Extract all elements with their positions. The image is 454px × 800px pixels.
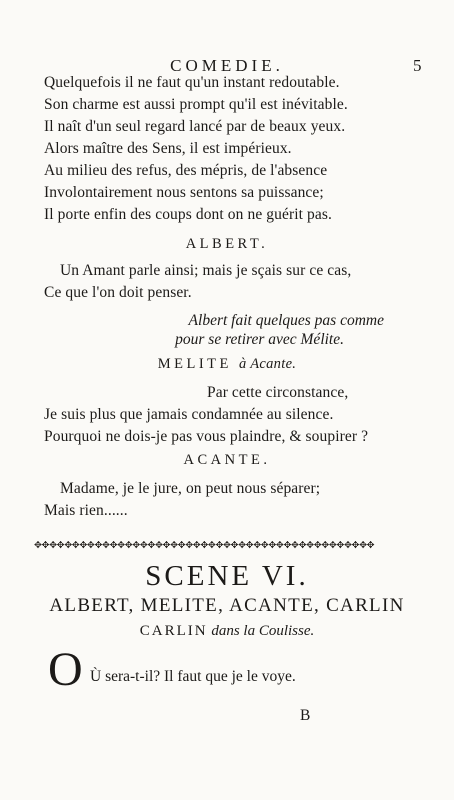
running-head: COMEDIE. (170, 56, 284, 75)
speaker-addressee: à Acante. (239, 356, 297, 372)
verse-line: Pourquoi ne dois-je pas vous plaindre, & soupirer ? (44, 428, 369, 445)
verse-line: Son charme est aussi prompt qu'il est inévitable. (44, 96, 348, 113)
speaker-acante: ACANTE. (183, 452, 271, 468)
scene-characters: ALBERT, MELITE, ACANTE, CARLIN (49, 595, 405, 616)
drop-cap: O (48, 643, 83, 696)
stage-direction: Albert fait quelques pas comme (188, 312, 384, 329)
scene-title: SCENE VI. (145, 560, 309, 592)
signature-mark: B (300, 707, 311, 724)
verse-line: Je suis plus que jamais condamnée au silence. (44, 406, 334, 423)
verse-line: Il porte enfin des coups dont on ne guérit pas. (44, 206, 332, 223)
speaker-melite (0, 356, 454, 373)
verse-line: Ce que l'on doit penser. (44, 284, 192, 301)
verse-line: Au milieu des refus, des mépris, de l'absence (44, 162, 328, 179)
verse-line: Quelquefois il ne faut qu'un instant redoutable. (44, 74, 340, 91)
speaker-name: MELITE (157, 356, 232, 372)
verse-line: Un Amant parle ainsi; mais je sçais sur ce cas, (60, 262, 352, 279)
offstage-speaker (0, 623, 454, 640)
stage-direction: pour se retirer avec Mélite. (175, 331, 344, 348)
verse-line: Il naît d'un seul regard lancé par de beaux yeux. (44, 118, 346, 135)
verse-line: Par cette circonstance, (207, 384, 349, 401)
verse-line: Ù sera-t-il? Il faut que je le voye. (90, 668, 296, 685)
verse-line: Involontairement nous sentons sa puissance; (44, 184, 324, 201)
ornament-rule: ✥✥✥✥✥✥✥✥✥✥✥✥✥✥✥✥✥✥✥✥✥✥✥✥✥✥✥✥✥✥✥✥✥✥✥✥✥✥✥✥✥✥✥✥✥ (34, 540, 375, 551)
page-number: 5 (413, 56, 422, 75)
speaker-albert: ALBERT. (185, 236, 269, 252)
verse-line: Madame, je le jure, on peut nous séparer; (60, 480, 321, 497)
speaker-name: CARLIN (139, 623, 208, 639)
offstage-note: dans la Coulisse. (211, 623, 315, 639)
verse-line: Alors maître des Sens, il est impérieux. (44, 140, 292, 157)
verse-line: Mais rien...... (44, 502, 128, 519)
